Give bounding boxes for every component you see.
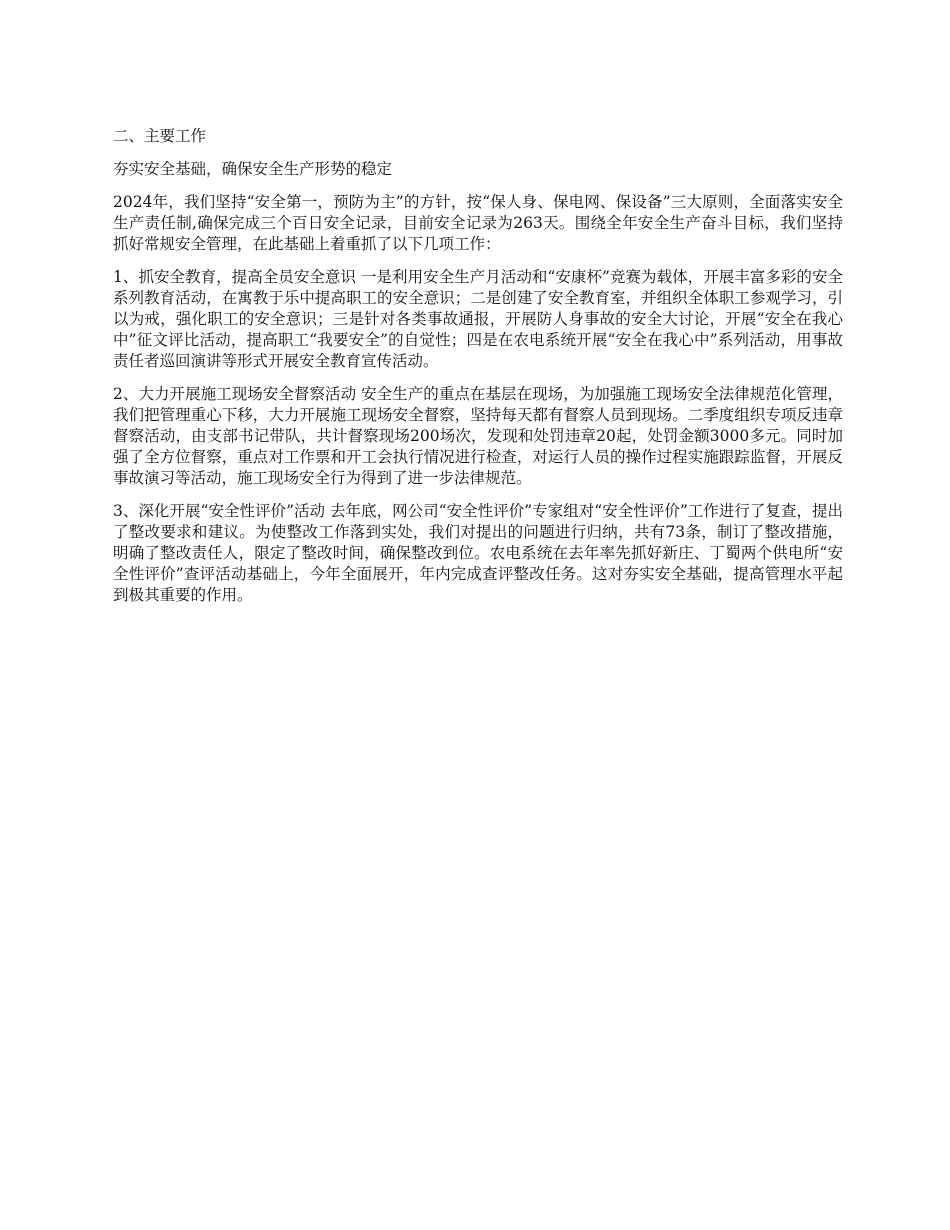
paragraph-site-supervision: 2、大力开展施工现场安全督察活动 安全生产的重点在基层在现场，为加强施工现场安全法律规范化管理，我们把管理重心下移，大力开展施工现场安全督察，坚持每天都有督察人员到现场。二季度组织专项反违章督察活动，由支部书记带队，共计督察现场200场次，发现和处罚违章20起，处罚金额3000多元。同时加强了全方位督察，重点对工作票和开工会执行情况进行检查，对运行人员的操作过程实施跟踪监督，开展反事故演习等活动，施工现场安全行为得到了进一步法律规范。	[113, 385, 843, 487]
section-heading: 二、主要工作	[113, 127, 207, 145]
subheading: 夯实安全基础，确保安全生产形势的稳定	[113, 160, 393, 178]
paragraph-intro: 2024年，我们坚持“安全第一，预防为主”的方针，按“保人身、保电网、保设备”三大原则，全面落实安全生产责任制,确保完成三个百日安全记录，目前安全记录为263天。围绕全年安全生产奋斗目标，我们坚持抓好常规安全管理，在此基础上着重抓了以下几项工作：	[113, 193, 843, 253]
paragraph-safety-evaluation: 3、深化开展“安全性评价”活动 去年底，网公司“安全性评价”专家组对“安全性评价”工作进行了复查，提出了整改要求和建议。为使整改工作落到实处，我们对提出的问题进行归纳，共有73条，制订了整改措施，明确了整改责任人，限定了整改时间，确保整改到位。农电系统在去年率先抓好新庄、丁蜀两个供电所“安全性评价”查评活动基础上，今年全面展开，年内完成查评整改任务。这对夯实安全基础，提高管理水平起到极其重要的作用。	[113, 502, 843, 604]
paragraph-safety-education: 1、抓安全教育，提高全员安全意识 一是利用安全生产月活动和“安康杯”竞赛为载体，开展丰富多彩的安全系列教育活动，在寓教于乐中提高职工的安全意识；二是创建了安全教育室，并组织全体职工参观学习，引以为戒，强化职工的安全意识；三是针对各类事故通报，开展防人身事故的安全大讨论，开展“安全在我心中”征文评比活动，提高职工“我要安全”的自觉性；四是在农电系统开展“安全在我心中”系列活动，用事故责任者巡回演讲等形式开展安全教育宣传活动。	[113, 268, 843, 370]
document-page	[113, 126, 843, 618]
